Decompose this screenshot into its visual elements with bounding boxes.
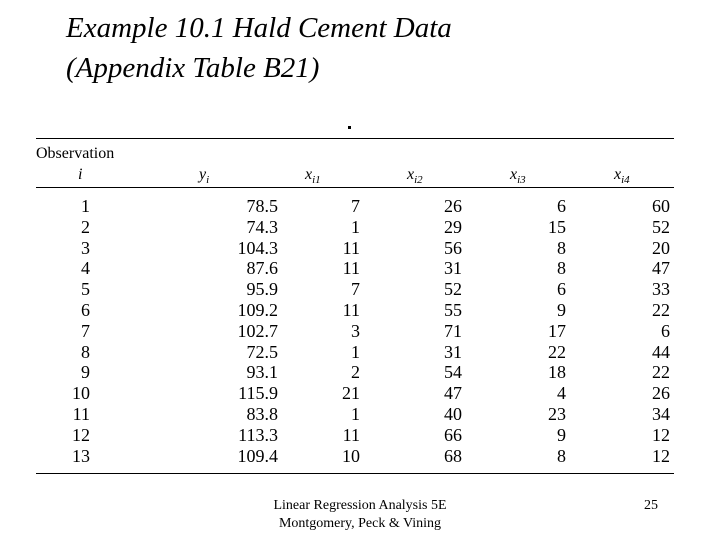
table-cell: 10	[72, 383, 90, 404]
table-cell: 8	[81, 341, 90, 362]
table-cell-spacer	[670, 362, 674, 383]
table-cell: 4	[557, 383, 566, 404]
table-cell: 1	[351, 216, 360, 237]
table-cell: 60	[652, 196, 670, 216]
table-cell: 12	[72, 424, 90, 445]
stray-dot	[348, 126, 351, 129]
table-cell: 115.9	[238, 383, 278, 404]
table-cell: 44	[652, 341, 670, 362]
table-cell: 22	[652, 362, 670, 383]
table-cell: 21	[342, 383, 360, 404]
footer-line-2: Montgomery, Peck & Vining	[278, 516, 442, 531]
table-cell: 15	[548, 216, 566, 237]
table-cell: 68	[444, 445, 462, 466]
table-cell: 87.6	[246, 258, 278, 279]
table-cell: 13	[72, 445, 90, 466]
table-cell: 12	[652, 424, 670, 445]
table-cell: 4	[81, 258, 90, 279]
table-cell-spacer	[670, 425, 674, 446]
title-line-1: Example 10.1 Hald Cement Data	[66, 12, 452, 44]
table-cell: 6	[661, 320, 670, 341]
table-cell-spacer	[670, 196, 674, 217]
table-cell: 31	[444, 341, 462, 362]
table-cell: 18	[548, 362, 566, 383]
table-row	[36, 300, 674, 321]
table-row	[36, 258, 674, 279]
table-cell: 55	[444, 299, 462, 320]
table-cell: 17	[548, 320, 566, 341]
title-line-2: (Appendix Table B21)	[66, 52, 320, 84]
table-cell: 109.4	[237, 445, 278, 466]
table-row	[36, 238, 674, 259]
footer-citation	[250, 497, 470, 533]
table-cell-spacer	[670, 300, 674, 321]
header-observation: Observation	[36, 145, 115, 162]
table-cell: 1	[351, 341, 360, 362]
table-cell: 3	[81, 237, 90, 258]
table-cell: 31	[444, 258, 462, 279]
table-cell: 104.3	[237, 237, 278, 258]
table-cell: 72.5	[246, 341, 278, 362]
table-cell: 8	[557, 445, 566, 466]
table-cell: 52	[444, 279, 462, 300]
table-row	[36, 279, 674, 300]
table-cell-spacer	[670, 446, 674, 467]
slide-title	[66, 8, 452, 88]
table-row	[36, 342, 674, 363]
table-cell: 10	[342, 445, 360, 466]
table-row	[36, 383, 674, 404]
table-cell: 6	[557, 279, 566, 300]
footer-line-1: Linear Regression Analysis 5E	[273, 498, 447, 513]
table-cell: 113.3	[238, 424, 278, 445]
table-cell-spacer	[670, 217, 674, 238]
table-bottom-rule	[36, 473, 674, 474]
hald-cement-data-table	[36, 196, 674, 466]
header-x2: $x_{i2}$	[407, 166, 423, 187]
table-cell: 9	[557, 424, 566, 445]
table-cell: 11	[342, 237, 360, 258]
table-row	[36, 362, 674, 383]
table-cell: 54	[444, 362, 462, 383]
table-row	[36, 217, 674, 238]
table-cell: 5	[81, 279, 90, 300]
table-cell: 7	[81, 320, 90, 341]
table-cell: 109.2	[237, 299, 278, 320]
table-cell: 11	[342, 299, 360, 320]
table-row	[36, 404, 674, 425]
table-cell-spacer	[670, 238, 674, 259]
table-row	[36, 446, 674, 467]
table-cell: 47	[652, 258, 670, 279]
table-cell: 7	[351, 196, 360, 216]
table-cell: 8	[557, 258, 566, 279]
table-cell: 8	[557, 237, 566, 258]
table-cell: 11	[72, 403, 90, 424]
table-cell-spacer	[670, 383, 674, 404]
table-top-rule	[36, 138, 674, 139]
table-cell: 1	[351, 403, 360, 424]
table-cell: 102.7	[237, 320, 278, 341]
table-cell: 40	[444, 403, 462, 424]
header-y: $y_i$	[199, 166, 210, 187]
table-cell: 3	[351, 320, 360, 341]
table-cell: 47	[444, 383, 462, 404]
table-row	[36, 196, 674, 217]
table-cell: 9	[81, 362, 90, 383]
table-cell-spacer	[670, 321, 674, 342]
header-i: i	[78, 166, 83, 183]
table-row	[36, 425, 674, 446]
table-cell-spacer	[670, 279, 674, 300]
table-cell: 66	[444, 424, 462, 445]
header-x4: $x_{i4}$	[614, 166, 630, 187]
table-cell: 23	[548, 403, 566, 424]
table-cell: 71	[444, 320, 462, 341]
table-cell: 52	[652, 216, 670, 237]
table-cell: 26	[652, 383, 670, 404]
table-cell-spacer	[670, 342, 674, 363]
table-cell: 12	[652, 445, 670, 466]
table-header-rule	[36, 187, 674, 188]
table-cell: 1	[81, 196, 90, 216]
table-cell: 26	[444, 196, 462, 216]
table-cell: 95.9	[246, 279, 278, 300]
header-x1: $x_{i1}$	[305, 166, 321, 187]
table-cell: 29	[444, 216, 462, 237]
table-cell-spacer	[670, 404, 674, 425]
table-row	[36, 321, 674, 342]
table-cell: 11	[342, 424, 360, 445]
table-cell: 34	[652, 403, 670, 424]
table-cell: 11	[342, 258, 360, 279]
table-cell: 83.8	[246, 403, 278, 424]
table-cell: 93.1	[246, 362, 278, 383]
table-cell: 33	[652, 279, 670, 300]
table-cell: 6	[557, 196, 566, 216]
table-cell: 2	[81, 216, 90, 237]
table-cell: 78.5	[246, 196, 278, 216]
table-cell-spacer	[670, 258, 674, 279]
table-cell: 2	[351, 362, 360, 383]
table-cell: 22	[652, 299, 670, 320]
table-cell: 74.3	[246, 216, 278, 237]
table-cell: 7	[351, 279, 360, 300]
table-cell: 56	[444, 237, 462, 258]
table-cell: 6	[81, 299, 90, 320]
page-number: 25	[644, 498, 658, 513]
table-cell: 20	[652, 237, 670, 258]
table-cell: 22	[548, 341, 566, 362]
table-cell: 9	[557, 299, 566, 320]
header-x3: $x_{i3}$	[510, 166, 526, 187]
